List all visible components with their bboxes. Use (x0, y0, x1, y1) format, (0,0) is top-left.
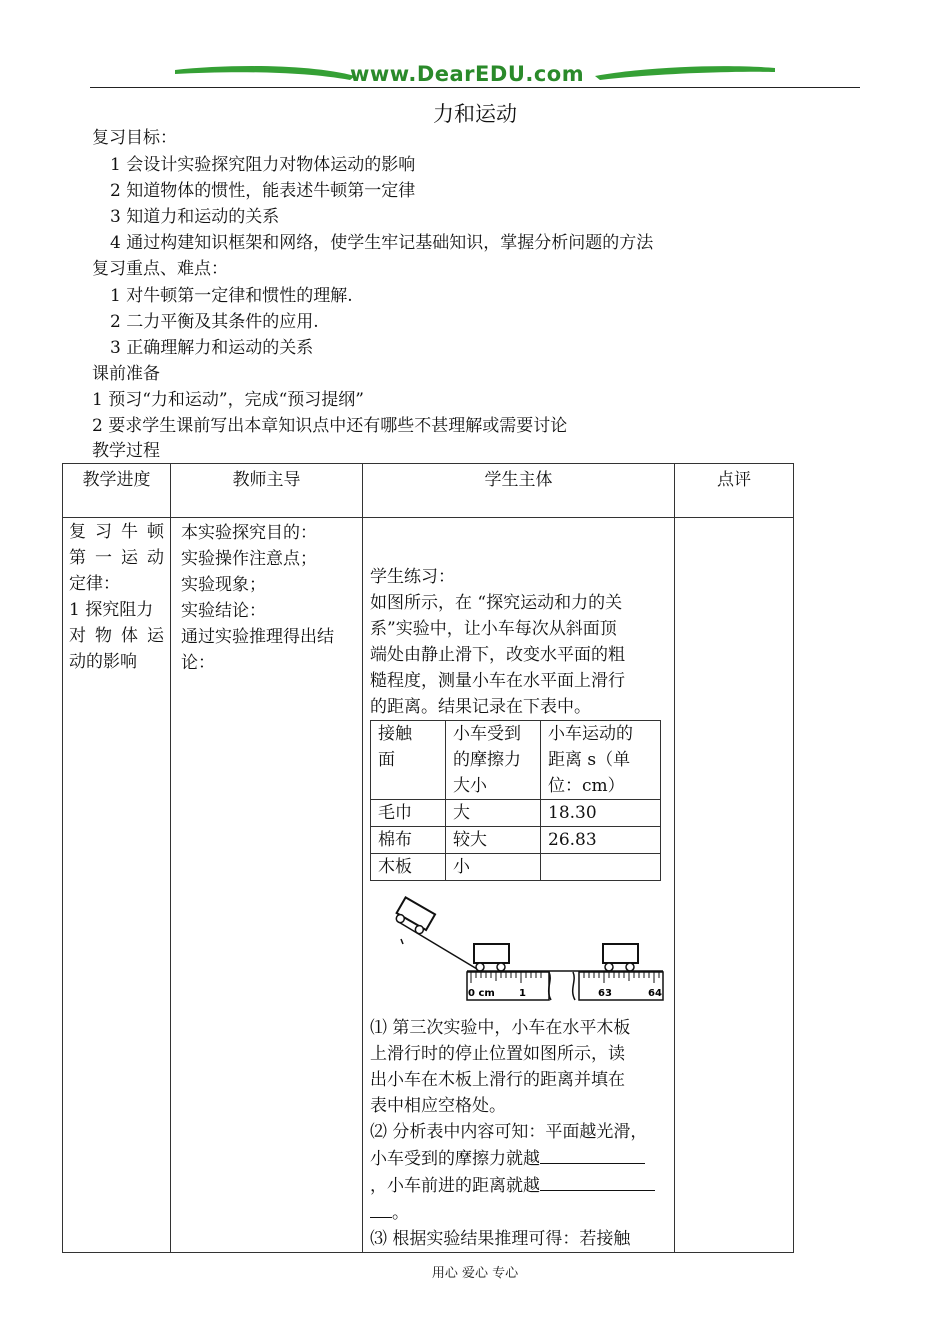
intro-line: 端处由静止滑下，改变水平面的粗 (370, 645, 625, 665)
ruler-label-64: 64 (648, 988, 662, 999)
teacher-line: 实验操作注意点； (181, 549, 317, 569)
q2-text: 。 (392, 1203, 409, 1223)
q2-blank-line (370, 1172, 668, 1199)
results-header-distance (541, 721, 661, 800)
friction-value: 小 (446, 854, 541, 881)
cart-stopped (603, 944, 638, 971)
ruler-break (549, 972, 575, 1000)
answer-blank-distance-cont[interactable] (370, 1199, 392, 1218)
intro-line: 系”实验中，让小车每次从斜面顶 (370, 619, 617, 639)
results-row (371, 854, 661, 881)
key-point-item: 1 对牛顿第一定律和惯性的理解. (110, 286, 353, 306)
incline-slope (397, 921, 477, 969)
results-header-surface (371, 721, 446, 800)
exercise-label: 学生练习： (370, 567, 455, 587)
teaching-process-table (62, 463, 794, 1253)
ruler-label-63: 63 (598, 988, 612, 999)
student-cell (363, 518, 675, 1253)
progress-line: 第一运动 (69, 548, 164, 568)
ruler-label-one: 1 (519, 988, 526, 999)
friction-value: 较大 (446, 827, 541, 854)
q2-line: ⑵ 分析表中内容可知：平面越光滑， (370, 1122, 648, 1142)
q2-text: 小车受到的摩擦力就越 (370, 1149, 540, 1169)
progress-line: 动的影响 (69, 652, 137, 672)
goal-item: 3 知道力和运动的关系 (110, 207, 280, 227)
goal-item: 4 通过构建知识框架和网络，使学生牢记基础知识，掌握分析问题的方法 (110, 233, 654, 253)
table-header-row (63, 464, 794, 518)
page-title: 力和运动 (433, 102, 517, 126)
teacher-line: 通过实验推理得出结 (181, 627, 334, 647)
header-text: 大小 (453, 776, 487, 796)
goals-heading: 复习目标： (92, 128, 177, 148)
experiment-figure (367, 889, 672, 1007)
results-row (371, 800, 661, 827)
key-point-item: 2 二力平衡及其条件的应用. (110, 312, 319, 332)
header-text: 的摩擦力 (453, 750, 521, 770)
teacher-line: 实验现象； (181, 575, 266, 595)
goal-item: 1 会设计实验探究阻力对物体运动的影响 (110, 155, 416, 175)
table-row (63, 518, 794, 1253)
logo-swoosh-right (595, 66, 775, 80)
key-heading: 复习重点、难点： (92, 259, 228, 279)
page-footer: 用心 爱心 专心 (431, 1266, 519, 1281)
progress-line: 复习牛顿 (69, 522, 164, 542)
cart-at-bottom (474, 944, 509, 971)
q1-line: 出小车在木板上滑行的距离并填在 (370, 1070, 625, 1090)
header-progress: 教学进度 (63, 464, 171, 518)
prep-item: 1 预习“力和运动”，完成“预习提纲” (92, 390, 364, 410)
header-text: 距离 s（单 (548, 750, 631, 770)
header-text: 面 (378, 750, 395, 770)
intro-line: 的距离。结果记录在下表中。 (370, 697, 591, 717)
q1-line: ⑴ 第三次实验中，小车在水平木板 (370, 1018, 631, 1038)
q2-end-line (370, 1199, 668, 1226)
header-text: 接触 (378, 724, 412, 744)
header-student: 学生主体 (363, 464, 675, 518)
prep-item: 2 要求学生课前写出本章知识点中还有哪些不甚理解或需要讨论 (92, 416, 568, 436)
surface-value: 木板 (371, 854, 446, 881)
q2-text: ，小车前进的距离就越 (370, 1176, 540, 1196)
header-comment: 点评 (675, 464, 794, 518)
header-rule (90, 87, 860, 88)
teacher-line: 论： (181, 653, 215, 673)
header-text: 小车受到 (453, 724, 521, 744)
progress-cell (63, 518, 171, 1253)
surface-value: 棉布 (371, 827, 446, 854)
incline-edge (401, 939, 403, 944)
comment-cell (675, 518, 794, 1253)
cart-on-incline (393, 897, 435, 936)
teacher-cell (171, 518, 363, 1253)
prep-heading: 课前准备 (92, 364, 160, 384)
header-text: 小车运动的 (548, 724, 633, 744)
progress-line: 对物体运 (69, 626, 164, 646)
teacher-line: 本实验探究目的： (181, 523, 317, 543)
teacher-line: 实验结论： (181, 601, 266, 621)
q2-blank-line (370, 1145, 668, 1172)
intro-line: 如图所示，在 “探究运动和力的关 (370, 593, 623, 613)
goal-item: 2 知道物体的惯性，能表述牛顿第一定律 (110, 181, 416, 201)
q3-line: ⑶ 根据实验结果推理可得：若接触 (370, 1229, 631, 1249)
logo-text[interactable]: www.DearEDU.com (350, 62, 585, 86)
header-text: 位：cm） (548, 776, 625, 796)
q1-line: 表中相应空格处。 (370, 1096, 506, 1116)
friction-value: 大 (446, 800, 541, 827)
key-point-item: 3 正确理解力和运动的关系 (110, 338, 314, 358)
intro-line: 糙程度，测量小车在水平面上滑行 (370, 671, 625, 691)
answer-blank-distance[interactable] (540, 1172, 655, 1191)
q1-line: 上滑行时的停止位置如图所示，读 (370, 1044, 625, 1064)
answer-blank-friction[interactable] (540, 1145, 645, 1164)
logo-swoosh-left (175, 66, 355, 80)
surface-value: 毛巾 (371, 800, 446, 827)
results-header-row (371, 721, 661, 800)
ruler-label-zero: 0 cm (468, 988, 495, 999)
distance-value-blank[interactable] (541, 854, 661, 881)
distance-value: 18.30 (541, 800, 661, 827)
progress-line: 定律： (69, 574, 120, 594)
results-header-friction (446, 721, 541, 800)
process-heading: 教学过程 (92, 441, 160, 461)
results-table (370, 720, 661, 881)
header-teacher: 教师主导 (171, 464, 363, 518)
progress-line: 1 探究阻力 (69, 600, 154, 620)
distance-value: 26.83 (541, 827, 661, 854)
results-row (371, 827, 661, 854)
